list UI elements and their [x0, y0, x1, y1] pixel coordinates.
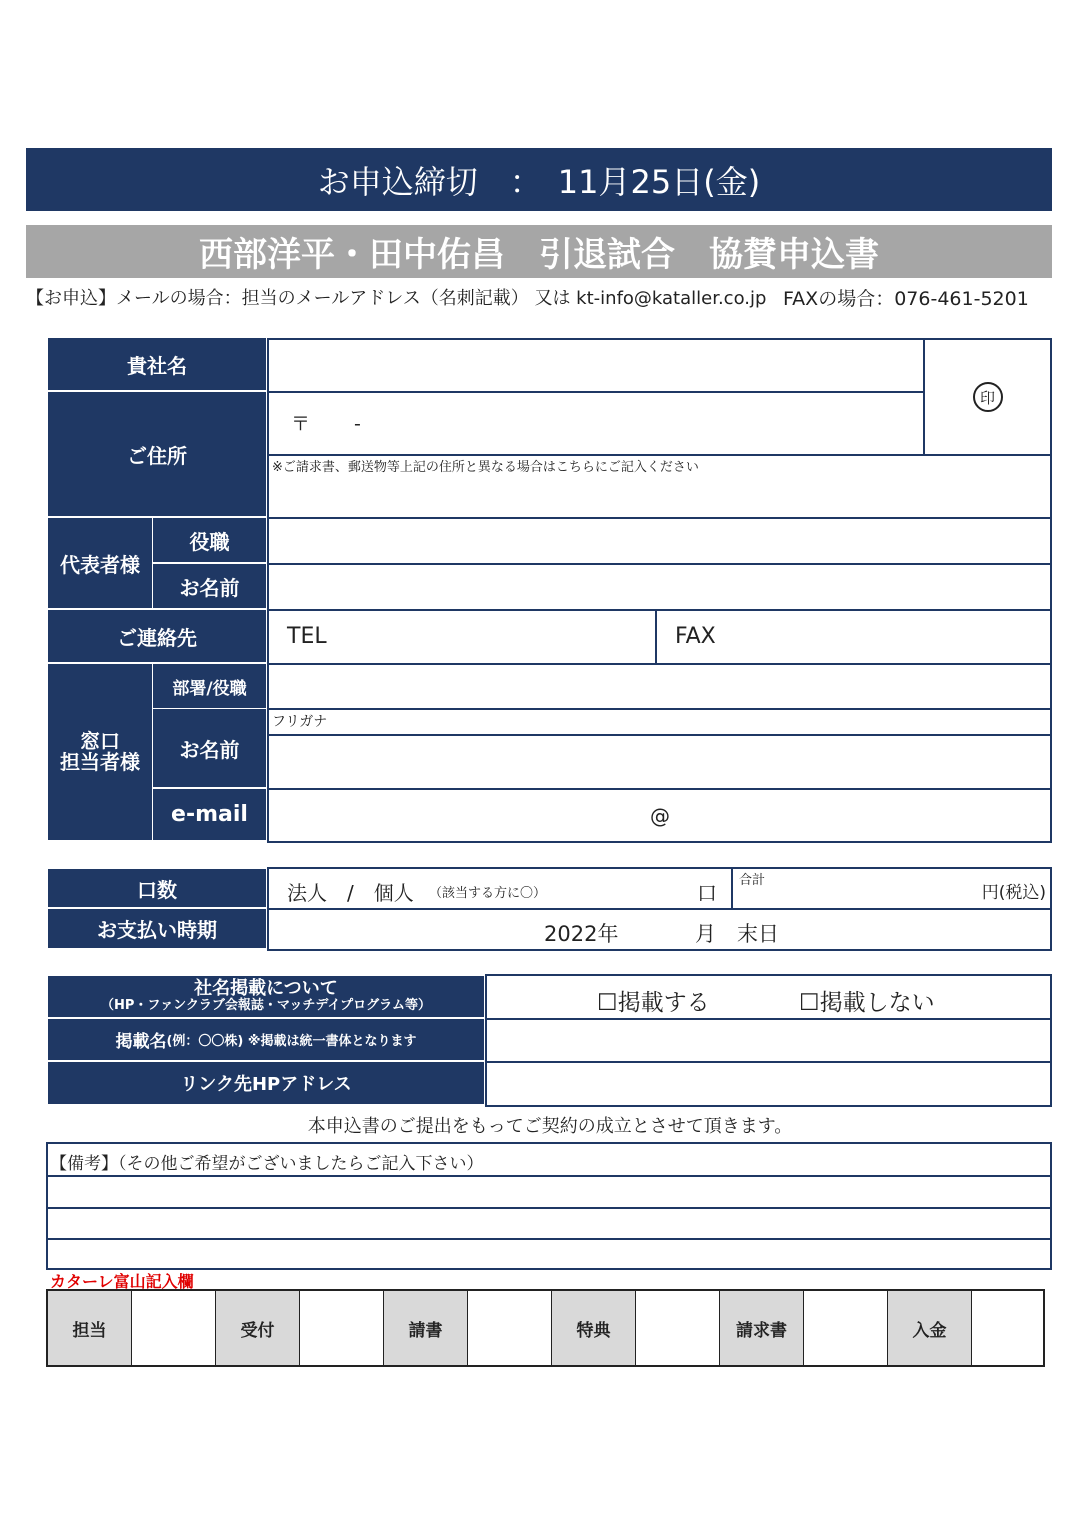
address-alt-field[interactable]	[267, 454, 1052, 519]
office-cell-value[interactable]	[468, 1291, 552, 1365]
seal-box	[923, 338, 1052, 456]
person-name-text: お名前	[179, 737, 240, 762]
remarks-box[interactable]	[46, 1142, 1052, 1270]
email-field[interactable]	[267, 788, 1052, 843]
fax-info-text: FAXの場合：076-461-5201	[783, 288, 1029, 310]
company-label-text: 貴社名	[127, 353, 187, 378]
listing-label-line1: 社名掲載について	[194, 978, 338, 1000]
person-group-line1: 窓口	[80, 729, 120, 753]
tel-field[interactable]	[267, 609, 657, 665]
deadline-banner	[26, 148, 1052, 211]
apply-date	[660, 314, 1040, 338]
remarks-line	[48, 1207, 1050, 1209]
address-field[interactable]	[267, 391, 925, 456]
office-cell-value[interactable]	[300, 1291, 384, 1365]
page-title: 西部洋平・田中佑昌 引退試合 協賛申込書	[199, 235, 879, 275]
office-title-text: カターレ富山記入欄	[50, 1272, 194, 1291]
office-label-text: 担当	[72, 1320, 107, 1341]
office-label-text: 請書	[408, 1320, 443, 1341]
email-label-text: e-mail	[171, 802, 248, 827]
units-unit: 口	[697, 881, 717, 905]
contract-note-text: 本申込書のご提出をもってご契約の成立とさせて頂きます。	[307, 1116, 793, 1137]
representative-group-text: 代表者様	[60, 552, 140, 577]
listing-label	[48, 976, 486, 1019]
remarks-line	[48, 1175, 1050, 1177]
apply-info-text: 【お申込】メールの場合：担当のメールアドレス（名刺記載） 又は kt-info@kataller.co.jp	[26, 288, 767, 309]
office-cell-label	[552, 1291, 636, 1365]
listing-name-text: 掲載名	[115, 1032, 167, 1052]
listing-name-example: (例：〇〇株) ※掲載は統一書体となります	[166, 1034, 417, 1049]
office-cell-label	[888, 1291, 972, 1365]
office-title	[50, 1269, 250, 1291]
payment-label-text: お支払い時期	[97, 918, 217, 942]
office-cell-value[interactable]	[972, 1291, 1043, 1365]
office-label-text: 入金	[912, 1320, 947, 1341]
office-cell-label	[216, 1291, 300, 1365]
address-label	[48, 392, 268, 518]
representative-title-text: 役職	[189, 529, 230, 554]
total-label: 合計	[739, 873, 766, 888]
listing-label-line2: （HP・ファンクラブ会報誌・マッチデイプログラム等）	[101, 998, 431, 1014]
office-table	[46, 1289, 1045, 1367]
person-name-label	[153, 709, 268, 789]
office-cell-value[interactable]	[804, 1291, 888, 1365]
furigana-label: フリガナ	[272, 714, 328, 730]
deadline-text: お申込締切 ： 11月25日(金)	[317, 162, 761, 201]
payment-end: 末日	[737, 922, 779, 946]
office-label-text: 請求書	[736, 1320, 787, 1341]
total-field[interactable]	[731, 867, 1052, 910]
link-field[interactable]	[485, 1061, 1052, 1107]
remarks-line	[48, 1238, 1050, 1240]
listing-options	[485, 974, 1052, 1020]
link-label-text: リンク先HPアドレス	[180, 1074, 352, 1095]
representative-name-field[interactable]	[267, 563, 1052, 611]
office-label-text: 特典	[576, 1320, 611, 1341]
representative-group-label	[48, 518, 154, 610]
units-label	[48, 869, 268, 909]
payment-label	[48, 909, 268, 950]
remarks-label: 【備考】（その他ご希望がございましたらご記入下さい）	[50, 1154, 484, 1174]
fax-info	[783, 284, 1048, 308]
units-label-text: 口数	[137, 877, 177, 902]
listing-name-field[interactable]	[485, 1018, 1052, 1063]
office-cell-value[interactable]	[132, 1291, 216, 1365]
fax-label: FAX	[675, 624, 716, 649]
listing-name-label	[48, 1019, 486, 1062]
tel-label: TEL	[287, 624, 327, 649]
office-cell-label	[720, 1291, 804, 1365]
office-label-text: 受付	[240, 1320, 275, 1341]
units-field[interactable]	[267, 867, 733, 910]
listing-yes-checkbox[interactable]: ☐掲載する	[597, 990, 710, 1016]
office-cell-label	[384, 1291, 468, 1365]
address-note: ※ご請求書、郵送物等上記の住所と異なる場合はこちらにご記入ください	[272, 460, 699, 475]
contact-label	[48, 610, 268, 664]
payment-year: 2022年	[544, 922, 619, 946]
furigana-field[interactable]	[267, 708, 1052, 736]
person-group-label	[48, 664, 154, 842]
representative-name-label	[153, 564, 268, 610]
company-label	[48, 338, 268, 392]
payment-month: 月	[695, 922, 716, 946]
office-cell-label	[48, 1291, 132, 1365]
payment-field[interactable]	[267, 908, 1052, 951]
representative-title-label	[153, 518, 268, 564]
contract-note	[48, 1112, 1052, 1138]
company-field[interactable]	[267, 338, 925, 393]
email-label	[153, 789, 268, 842]
postal-mark: 〒 -	[291, 413, 361, 435]
representative-title-field[interactable]	[267, 517, 1052, 565]
seal-text: 印	[979, 388, 995, 407]
office-cell-value[interactable]	[636, 1291, 720, 1365]
apply-info	[26, 284, 786, 308]
units-choice: 法人 / 個人	[287, 881, 414, 905]
yen-label: 円(税込)	[981, 883, 1046, 903]
fax-field[interactable]	[655, 609, 1052, 665]
seal-icon	[973, 382, 1003, 412]
address-label-text: ご住所	[127, 443, 187, 468]
dept-label	[153, 664, 268, 710]
contact-label-text: ご連絡先	[117, 625, 197, 650]
dept-field[interactable]	[267, 663, 1052, 710]
person-group-line2: 担当者様	[60, 750, 140, 774]
link-label	[48, 1062, 486, 1106]
person-name-field[interactable]	[267, 734, 1052, 790]
representative-name-text: お名前	[179, 575, 240, 600]
dept-label-text: 部署/役職	[172, 678, 247, 699]
listing-no-checkbox[interactable]: ☐掲載しない	[799, 990, 935, 1016]
units-choice-note: （該当する方に〇）	[429, 886, 547, 901]
title-banner	[26, 225, 1052, 278]
at-sign: @	[650, 804, 670, 828]
